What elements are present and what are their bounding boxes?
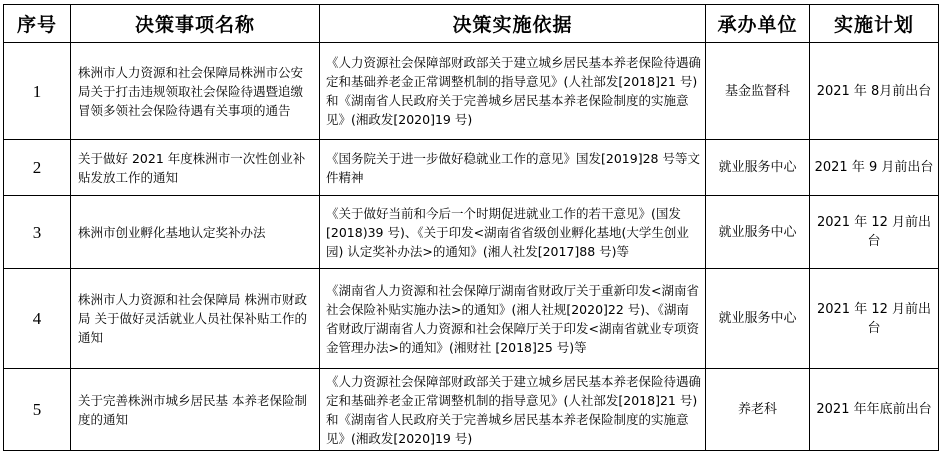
implementation-plan: 2021 年 8月前出台 (810, 43, 939, 140)
decision-basis: 《湖南省人力资源和社会保障厅湖南省财政厅关于重新印发<湖南省社会保险补贴实施办法>的通知》(湘人社规[2020]22 号)、《湖南省财政厅湖南省人力资源和社会保障厅关于印发<湖南省就业专项资金管理办法>的通知》(湘财社 [2018]25 号)等 (320, 269, 706, 369)
decision-basis: 《国务院关于进一步做好稳就业工作的意见》国发[2019]28 号等文件精神 (320, 140, 706, 196)
implementation-plan: 2021 年年底前出台 (810, 369, 939, 451)
header-name: 决策事项名称 (71, 5, 320, 43)
table-row (4, 269, 939, 369)
responsible-unit: 就业服务中心 (706, 196, 810, 269)
responsible-unit: 养老科 (706, 369, 810, 451)
decision-table (3, 4, 939, 451)
decision-item-name: 关于完善株洲市城乡居民基 本养老保险制度的通知 (71, 369, 320, 451)
implementation-plan: 2021 年 12 月前出台 (810, 196, 939, 269)
responsible-unit: 基金监督科 (706, 43, 810, 140)
table-row (4, 369, 939, 451)
decision-item-name: 株洲市人力资源和社会保障局株洲市公安局关于打击违规领取社会保险待遇暨追缴冒领多领社会保险待遇有关事项的通告 (71, 43, 320, 140)
header-row (4, 5, 939, 43)
row-number: 4 (4, 269, 71, 369)
header-basis: 决策实施依据 (320, 5, 706, 43)
decision-basis: 《人力资源社会保障部财政部关于建立城乡居民基本养老保险待遇确定和基础养老金正常调整机制的指导意见》(人社部发[2018]21 号)和《湖南省人民政府关于完善城乡居民基本养老保险制度的实施意见》(湘政发[2020]19 号) (320, 369, 706, 451)
header-plan: 实施计划 (810, 5, 939, 43)
responsible-unit: 就业服务中心 (706, 269, 810, 369)
responsible-unit: 就业服务中心 (706, 140, 810, 196)
decision-item-name: 株洲市人力资源和社会保障局 株洲市财政局 关于做好灵活就业人员社保补贴工作的通知 (71, 269, 320, 369)
table-row (4, 140, 939, 196)
implementation-plan: 2021 年 9 月前出台 (810, 140, 939, 196)
decision-basis: 《人力资源社会保障部财政部关于建立城乡居民基本养老保险待遇确定和基础养老金正常调整机制的指导意见》(人社部发[2018]21 号)和《湖南省人民政府关于完善城乡居民基本养老保险制度的实施意见》(湘政发[2020]19 号) (320, 43, 706, 140)
implementation-plan: 2021 年 12 月前出台 (810, 269, 939, 369)
row-number: 1 (4, 43, 71, 140)
header-no: 序号 (4, 5, 71, 43)
table-row (4, 43, 939, 140)
table-row (4, 196, 939, 269)
decision-basis: 《关于做好当前和今后一个时期促进就业工作的若干意见》(国发[2018)39 号)、《关于印发<湖南省省级创业孵化基地(大学生创业园) 认定奖补办法>的通知》(湘人社发[2017]88 号)等 (320, 196, 706, 269)
row-number: 3 (4, 196, 71, 269)
row-number: 5 (4, 369, 71, 451)
row-number: 2 (4, 140, 71, 196)
decision-item-name: 株洲市创业孵化基地认定奖补办法 (71, 196, 320, 269)
decision-item-name: 关于做好 2021 年度株洲市一次性创业补贴发放工作的通知 (71, 140, 320, 196)
header-unit: 承办单位 (706, 5, 810, 43)
